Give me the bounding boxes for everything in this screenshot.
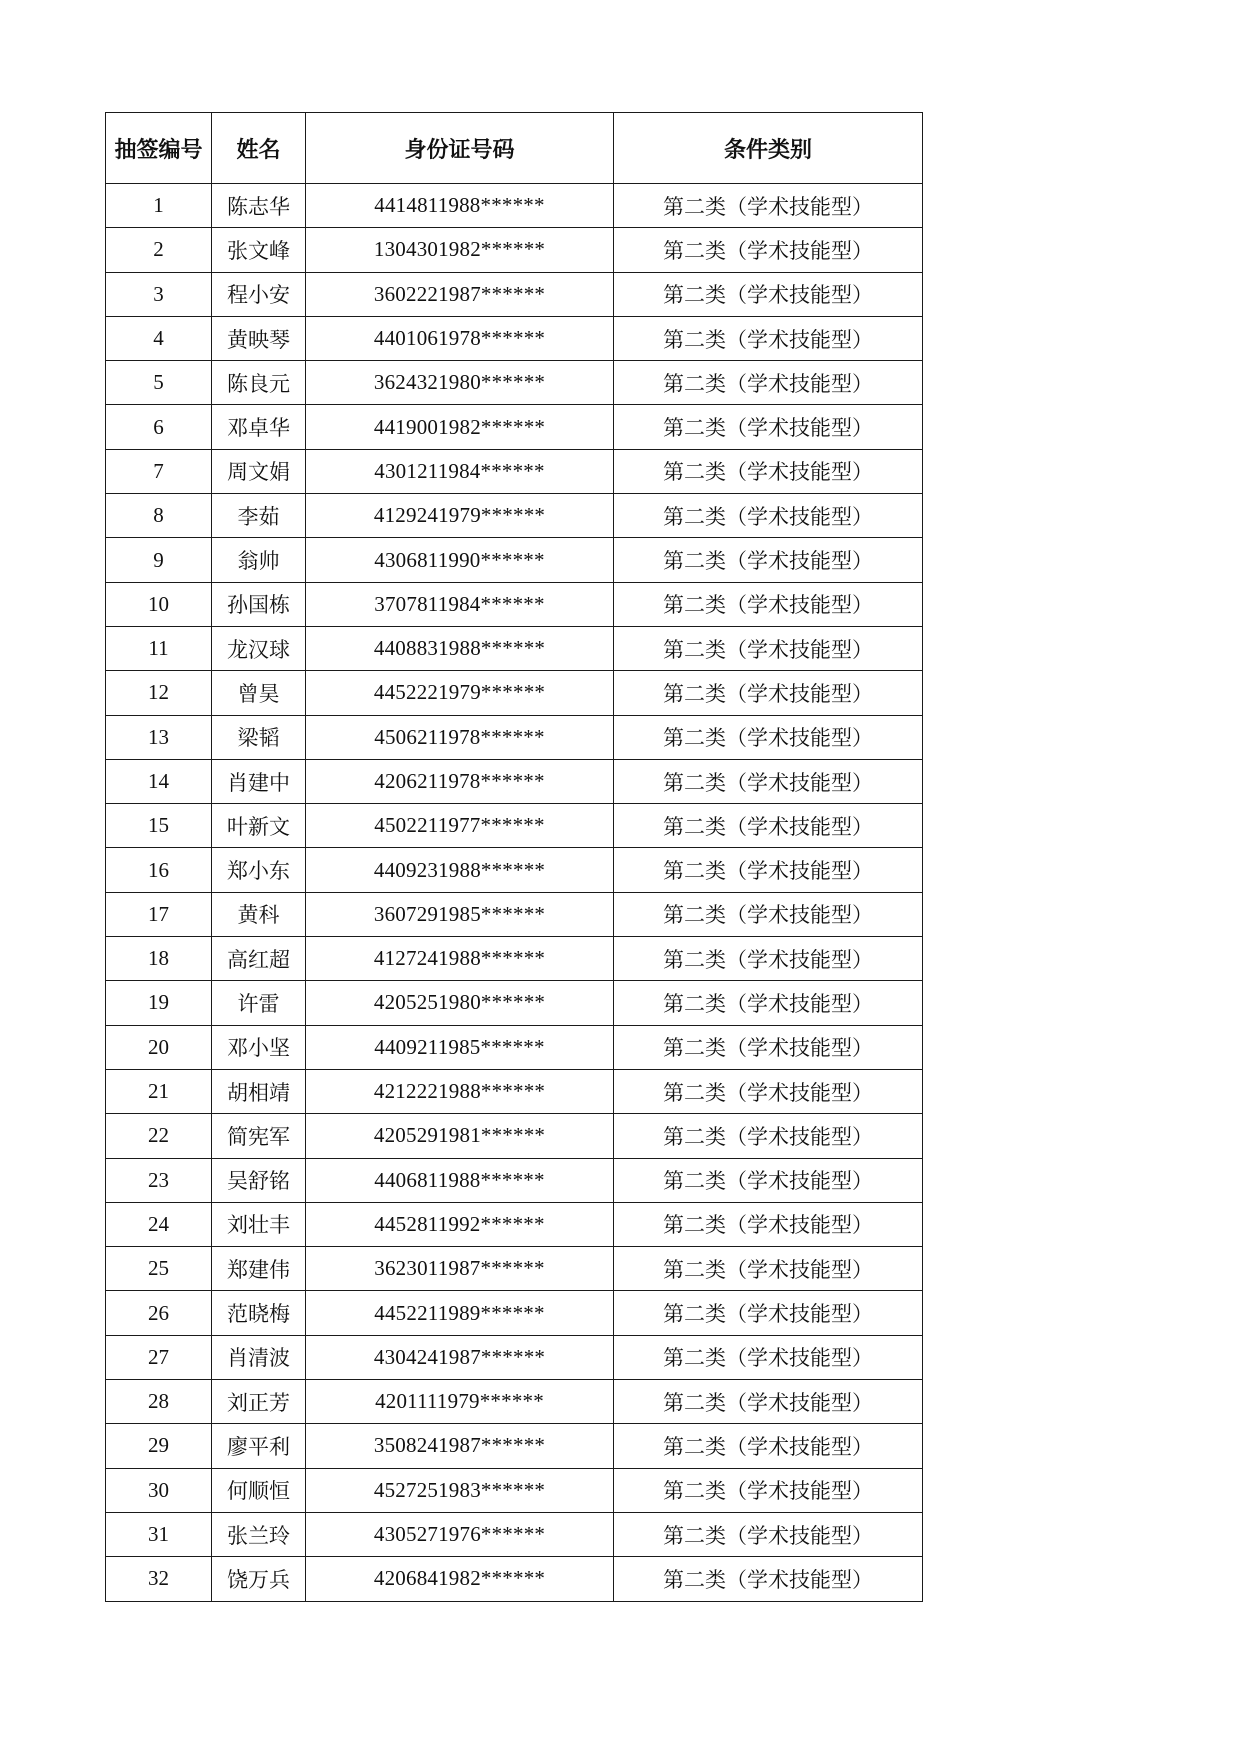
cell-category: 第二类（学术技能型）: [614, 1069, 923, 1113]
cell-draw-no: 11: [106, 626, 212, 670]
table-row: [106, 449, 923, 493]
table-row: [106, 1335, 923, 1379]
table-row: [106, 361, 923, 405]
cell-id-number: 4212221988******: [306, 1069, 614, 1113]
cell-name: 陈良元: [212, 361, 306, 405]
cell-id-number: 4304241987******: [306, 1335, 614, 1379]
cell-draw-no: 24: [106, 1202, 212, 1246]
cell-draw-no: 19: [106, 981, 212, 1025]
header-category: 条件类别: [614, 113, 923, 184]
cell-name: 陈志华: [212, 184, 306, 228]
table-row: [106, 981, 923, 1025]
cell-category: 第二类（学术技能型）: [614, 1335, 923, 1379]
cell-name: 刘正芳: [212, 1380, 306, 1424]
cell-draw-no: 18: [106, 937, 212, 981]
cell-name: 简宪军: [212, 1114, 306, 1158]
table-row: [106, 1025, 923, 1069]
cell-id-number: 4205251980******: [306, 981, 614, 1025]
roster-table: [105, 112, 923, 1602]
cell-id-number: 3508241987******: [306, 1424, 614, 1468]
cell-name: 曾昊: [212, 671, 306, 715]
cell-category: 第二类（学术技能型）: [614, 981, 923, 1025]
cell-draw-no: 22: [106, 1114, 212, 1158]
table-row: [106, 405, 923, 449]
cell-category: 第二类（学术技能型）: [614, 1512, 923, 1556]
table-row: [106, 1512, 923, 1556]
cell-name: 程小安: [212, 272, 306, 316]
cell-name: 刘壮丰: [212, 1202, 306, 1246]
cell-category: 第二类（学术技能型）: [614, 1468, 923, 1512]
cell-id-number: 4419001982******: [306, 405, 614, 449]
cell-category: 第二类（学术技能型）: [614, 1247, 923, 1291]
table-row: [106, 671, 923, 715]
cell-name: 龙汉球: [212, 626, 306, 670]
cell-name: 肖清波: [212, 1335, 306, 1379]
cell-name: 郑小东: [212, 848, 306, 892]
cell-draw-no: 32: [106, 1557, 212, 1601]
table-row: [106, 316, 923, 360]
cell-id-number: 4206211978******: [306, 759, 614, 803]
table-row: [106, 1158, 923, 1202]
table-row: [106, 272, 923, 316]
cell-id-number: 4305271976******: [306, 1512, 614, 1556]
cell-name: 邓小坚: [212, 1025, 306, 1069]
cell-category: 第二类（学术技能型）: [614, 405, 923, 449]
table-row: [106, 804, 923, 848]
cell-id-number: 4527251983******: [306, 1468, 614, 1512]
cell-draw-no: 9: [106, 538, 212, 582]
cell-draw-no: 13: [106, 715, 212, 759]
cell-category: 第二类（学术技能型）: [614, 848, 923, 892]
cell-category: 第二类（学术技能型）: [614, 1158, 923, 1202]
cell-category: 第二类（学术技能型）: [614, 1424, 923, 1468]
cell-name: 饶万兵: [212, 1557, 306, 1601]
cell-name: 胡相靖: [212, 1069, 306, 1113]
cell-draw-no: 21: [106, 1069, 212, 1113]
cell-name: 吴舒铭: [212, 1158, 306, 1202]
cell-category: 第二类（学术技能型）: [614, 804, 923, 848]
table-row: [106, 1202, 923, 1246]
table-row: [106, 937, 923, 981]
table-body: [106, 184, 923, 1602]
cell-draw-no: 4: [106, 316, 212, 360]
cell-draw-no: 27: [106, 1335, 212, 1379]
table-header-row: [106, 113, 923, 184]
cell-id-number: 4409211985******: [306, 1025, 614, 1069]
cell-name: 黄映琴: [212, 316, 306, 360]
cell-name: 孙国栋: [212, 582, 306, 626]
cell-name: 许雷: [212, 981, 306, 1025]
cell-draw-no: 26: [106, 1291, 212, 1335]
cell-draw-no: 10: [106, 582, 212, 626]
cell-name: 范晓梅: [212, 1291, 306, 1335]
cell-draw-no: 31: [106, 1512, 212, 1556]
table-row: [106, 582, 923, 626]
cell-draw-no: 12: [106, 671, 212, 715]
cell-id-number: 4206841982******: [306, 1557, 614, 1601]
cell-id-number: 4452221979******: [306, 671, 614, 715]
cell-draw-no: 28: [106, 1380, 212, 1424]
cell-name: 黄科: [212, 892, 306, 936]
cell-name: 张文峰: [212, 228, 306, 272]
cell-name: 高红超: [212, 937, 306, 981]
cell-id-number: 4129241979******: [306, 494, 614, 538]
cell-id-number: 4301211984******: [306, 449, 614, 493]
cell-id-number: 3607291985******: [306, 892, 614, 936]
cell-id-number: 4401061978******: [306, 316, 614, 360]
cell-draw-no: 23: [106, 1158, 212, 1202]
cell-category: 第二类（学术技能型）: [614, 228, 923, 272]
cell-id-number: 3707811984******: [306, 582, 614, 626]
cell-id-number: 4201111979******: [306, 1380, 614, 1424]
table-row: [106, 1247, 923, 1291]
cell-name: 周文娟: [212, 449, 306, 493]
cell-id-number: 3624321980******: [306, 361, 614, 405]
header-draw-no: 抽签编号: [106, 113, 212, 184]
cell-category: 第二类（学术技能型）: [614, 626, 923, 670]
cell-category: 第二类（学术技能型）: [614, 715, 923, 759]
cell-id-number: 1304301982******: [306, 228, 614, 272]
cell-draw-no: 15: [106, 804, 212, 848]
cell-draw-no: 29: [106, 1424, 212, 1468]
cell-name: 梁韬: [212, 715, 306, 759]
table-row: [106, 715, 923, 759]
cell-draw-no: 16: [106, 848, 212, 892]
cell-name: 肖建中: [212, 759, 306, 803]
cell-category: 第二类（学术技能型）: [614, 361, 923, 405]
cell-draw-no: 6: [106, 405, 212, 449]
cell-category: 第二类（学术技能型）: [614, 316, 923, 360]
cell-id-number: 3623011987******: [306, 1247, 614, 1291]
cell-category: 第二类（学术技能型）: [614, 582, 923, 626]
cell-category: 第二类（学术技能型）: [614, 538, 923, 582]
cell-category: 第二类（学术技能型）: [614, 449, 923, 493]
cell-name: 叶新文: [212, 804, 306, 848]
cell-category: 第二类（学术技能型）: [614, 892, 923, 936]
table-row: [106, 1468, 923, 1512]
cell-id-number: 3602221987******: [306, 272, 614, 316]
cell-draw-no: 2: [106, 228, 212, 272]
table-row: [106, 1291, 923, 1335]
header-name: 姓名: [212, 113, 306, 184]
cell-category: 第二类（学术技能型）: [614, 1291, 923, 1335]
table-row: [106, 184, 923, 228]
table-row: [106, 1424, 923, 1468]
cell-draw-no: 7: [106, 449, 212, 493]
table-row: [106, 228, 923, 272]
cell-id-number: 4205291981******: [306, 1114, 614, 1158]
cell-draw-no: 3: [106, 272, 212, 316]
header-id-number: 身份证号码: [306, 113, 614, 184]
cell-id-number: 4502211977******: [306, 804, 614, 848]
table-row: [106, 538, 923, 582]
cell-category: 第二类（学术技能型）: [614, 272, 923, 316]
cell-category: 第二类（学术技能型）: [614, 1202, 923, 1246]
cell-name: 廖平利: [212, 1424, 306, 1468]
cell-name: 李茹: [212, 494, 306, 538]
cell-draw-no: 30: [106, 1468, 212, 1512]
cell-id-number: 4306811990******: [306, 538, 614, 582]
table-row: [106, 1114, 923, 1158]
cell-name: 郑建伟: [212, 1247, 306, 1291]
cell-id-number: 4409231988******: [306, 848, 614, 892]
table-row: [106, 892, 923, 936]
table-row: [106, 759, 923, 803]
table-row: [106, 1380, 923, 1424]
table-row: [106, 848, 923, 892]
cell-name: 张兰玲: [212, 1512, 306, 1556]
cell-category: 第二类（学术技能型）: [614, 1025, 923, 1069]
cell-draw-no: 25: [106, 1247, 212, 1291]
cell-draw-no: 17: [106, 892, 212, 936]
cell-id-number: 4408831988******: [306, 626, 614, 670]
cell-id-number: 4414811988******: [306, 184, 614, 228]
cell-category: 第二类（学术技能型）: [614, 184, 923, 228]
cell-category: 第二类（学术技能型）: [614, 1380, 923, 1424]
cell-category: 第二类（学术技能型）: [614, 494, 923, 538]
cell-name: 何顺恒: [212, 1468, 306, 1512]
cell-category: 第二类（学术技能型）: [614, 1557, 923, 1601]
cell-id-number: 4452811992******: [306, 1202, 614, 1246]
table-row: [106, 1557, 923, 1601]
table-row: [106, 626, 923, 670]
cell-id-number: 4452211989******: [306, 1291, 614, 1335]
cell-category: 第二类（学术技能型）: [614, 937, 923, 981]
cell-id-number: 4406811988******: [306, 1158, 614, 1202]
table-row: [106, 494, 923, 538]
cell-draw-no: 14: [106, 759, 212, 803]
cell-category: 第二类（学术技能型）: [614, 1114, 923, 1158]
cell-id-number: 4127241988******: [306, 937, 614, 981]
table-row: [106, 1069, 923, 1113]
cell-draw-no: 5: [106, 361, 212, 405]
cell-category: 第二类（学术技能型）: [614, 759, 923, 803]
cell-draw-no: 20: [106, 1025, 212, 1069]
cell-name: 翁帅: [212, 538, 306, 582]
cell-category: 第二类（学术技能型）: [614, 671, 923, 715]
cell-draw-no: 8: [106, 494, 212, 538]
cell-draw-no: 1: [106, 184, 212, 228]
cell-name: 邓卓华: [212, 405, 306, 449]
cell-id-number: 4506211978******: [306, 715, 614, 759]
